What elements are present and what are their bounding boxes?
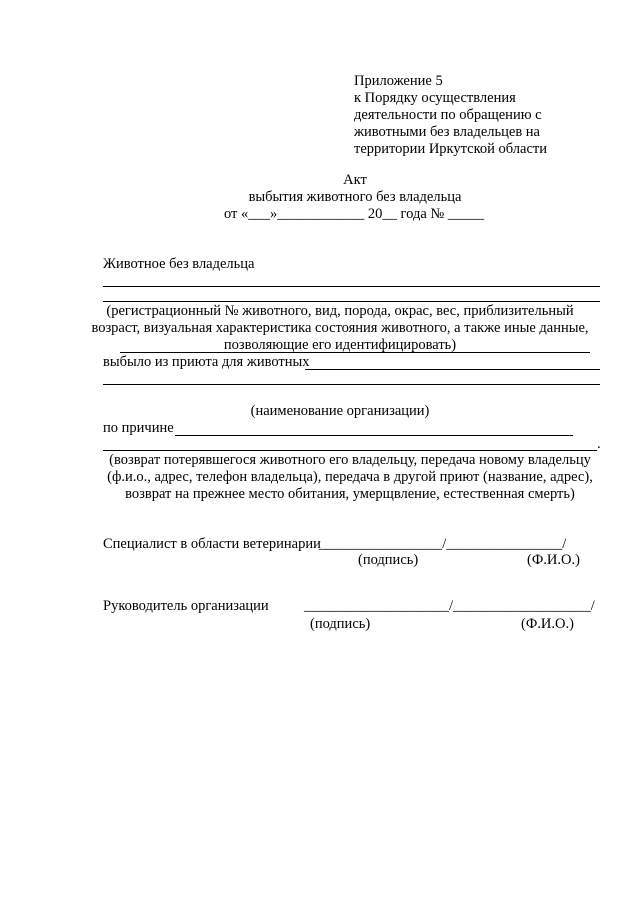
animal-fill-line-2 — [103, 301, 600, 302]
head-label: Руководитель организации — [103, 598, 269, 614]
animal-fill-line-3 — [120, 352, 590, 353]
animal-fill-line-1 — [103, 286, 600, 287]
head-name-hint: (Ф.И.О.) — [521, 616, 574, 632]
appendix-line-4: животными без владельцев на — [354, 124, 540, 140]
animal-label: Животное без владельца — [103, 256, 255, 272]
document-subtitle: выбытия животного без владельца — [248, 189, 462, 205]
head-slash-1: / — [449, 598, 454, 614]
head-signature-blank: ____________________ — [304, 598, 449, 614]
reason-fill-line-2 — [103, 450, 597, 451]
date-line-text: от «___»____________ 20__ года № — [224, 206, 445, 222]
reason-fill-line-1 — [175, 435, 573, 436]
reason-hint-line-1: (возврат потерявшегося животного его владельцу, передача новому владельцу — [109, 452, 591, 468]
appendix-line-3: деятельности по обращению с — [354, 107, 542, 123]
vet-slash-2: / — [562, 536, 567, 552]
shelter-fill-line-1 — [305, 369, 600, 370]
shelter-hint: (наименование организации) — [250, 403, 430, 419]
head-name-blank: ___________________ — [453, 598, 591, 614]
reason-hint-line-2: (ф.и.о., адрес, телефон владельца), передача в другой приют (название, адрес), — [107, 469, 593, 485]
head-slash-2: / — [590, 598, 595, 614]
date-line — [224, 206, 484, 223]
vet-signature-blank: _________________ — [319, 536, 443, 552]
head-signature-hint: (подпись) — [310, 616, 371, 632]
vet-name-blank: ________________ — [446, 536, 563, 552]
animal-hint-line-1: (регистрационный № животного, вид, порода, окрас, вес, приблизительный — [106, 303, 574, 319]
reason-label: по причине — [103, 420, 174, 436]
vet-slash-1: / — [442, 536, 447, 552]
act-number-blank: _____ — [447, 206, 485, 222]
vet-label: Специалист в области ветеринарии — [103, 536, 321, 552]
head-signature-line — [304, 598, 595, 615]
appendix-line-1: Приложение 5 — [354, 73, 443, 89]
animal-hint-line-3: позволяющие его идентифицировать) — [223, 337, 457, 353]
appendix-line-5: территории Иркутской области — [354, 141, 547, 157]
vet-name-hint: (Ф.И.О.) — [527, 552, 580, 568]
document-title: Акт — [343, 172, 367, 188]
shelter-fill-line-2 — [103, 384, 600, 385]
vet-signature-line — [319, 536, 566, 553]
vet-signature-hint: (подпись) — [358, 552, 419, 568]
shelter-label: выбыло из приюта для животных — [103, 354, 310, 370]
animal-hint-line-2: возраст, визуальная характеристика состояния животного, а также иные данные, — [91, 320, 589, 336]
reason-end-dot: . — [597, 436, 601, 452]
reason-hint-line-3: возврат на прежнее место обитания, умерщвление, естественная смерть) — [125, 486, 575, 502]
appendix-line-2: к Порядку осуществления — [354, 90, 516, 106]
